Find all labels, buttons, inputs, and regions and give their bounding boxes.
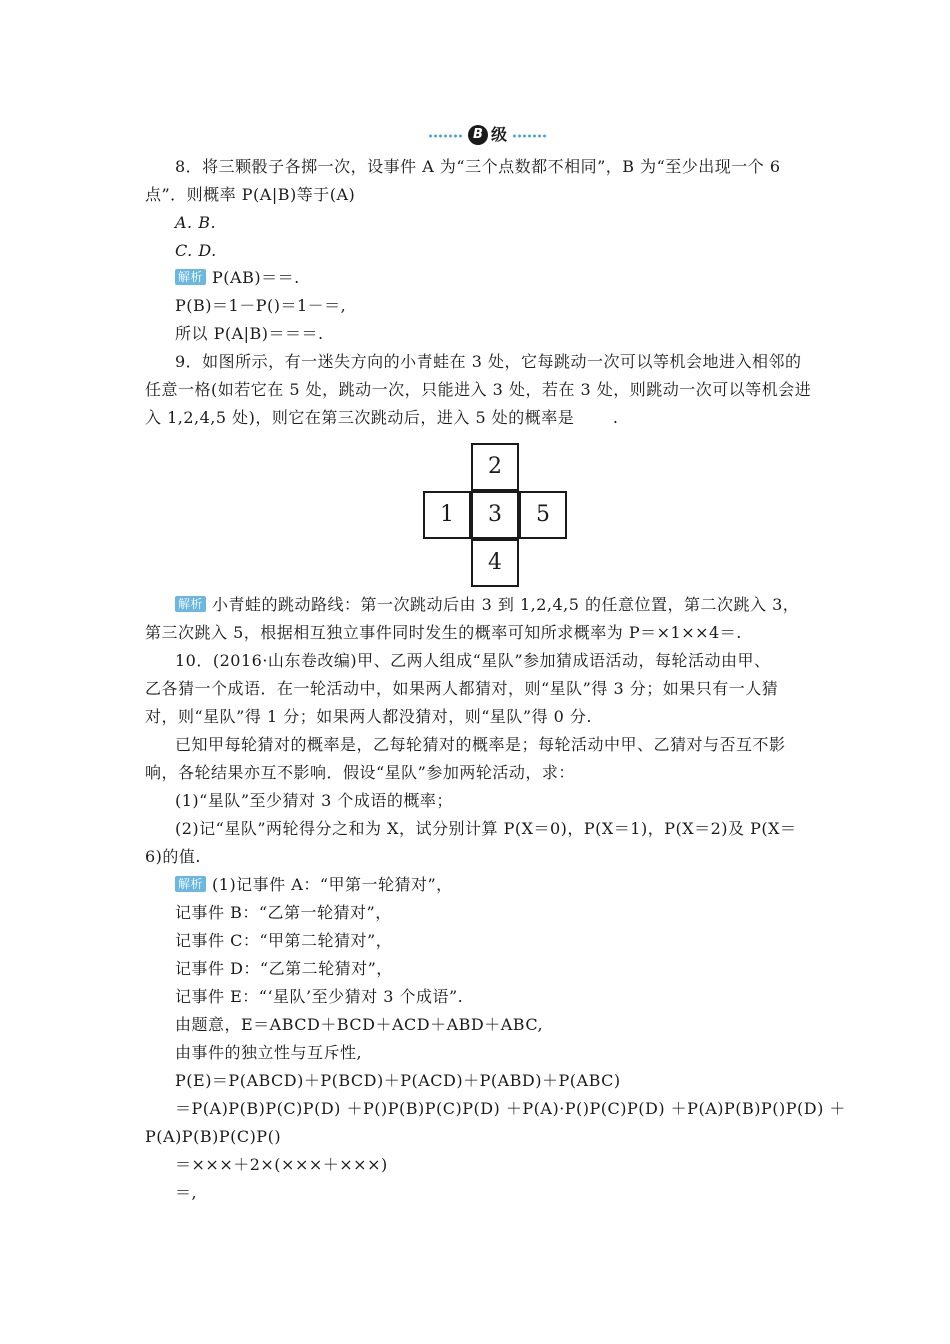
q9-solution-text-1: 小青蛙的跳动路线：第一次跳动后由 3 到 1,2,4,5 的任意位置，第二次跳入 3， xyxy=(212,595,800,614)
q9-line-1: 9．如图所示，有一迷失方向的小青蛙在 3 处，它每跳动一次可以等机会地进入相邻的 xyxy=(175,352,802,371)
q9-solution-line-1 xyxy=(175,595,799,615)
q8-solution-line-2: P(B)＝1－P()＝1－＝, xyxy=(175,296,347,315)
grid-cell-center: 3 xyxy=(471,491,519,539)
q9-solution-line-2: 第三次跳入 5，根据相互独立事件同时发生的概率可知所求概率为 P＝×1××4＝. xyxy=(145,623,742,642)
decorative-dots-left xyxy=(428,134,464,138)
q10-solution-line-2: 记事件 B：“乙第一轮猜对”， xyxy=(175,903,392,922)
q9-line-2: 任意一格(如若它在 5 处，跳动一次，只能进入 3 处，若在 3 处，则跳动一次可以等机会进 xyxy=(145,380,812,399)
q8-solution-line-3: 所以 P(A|B)＝＝＝. xyxy=(175,324,324,343)
q10-solution-text-1: (1)记事件 A：“甲第一轮猜对”， xyxy=(212,875,453,894)
q10-solution-line-9: ＝P(A)P(B)P(C)P(D) ＋P()P(B)P(C)P(D) ＋P(A)·P()P(C)P(D) ＋P(A)P(B)P()P(D) ＋ xyxy=(175,1099,846,1118)
q10-solution-line-5: 记事件 E：“‘星队’至少猜对 3 个成语”. xyxy=(175,987,464,1006)
grid-cell-right: 5 xyxy=(519,491,567,539)
q8-options-cd: C. D. xyxy=(175,241,217,260)
q10-line-7: (2)记“星队”两轮得分之和为 X，试分别计算 P(X＝0)，P(X＝1)，P(X＝2)及 P(X＝ xyxy=(175,819,797,838)
q10-solution-line-3: 记事件 C：“甲第二轮猜对”， xyxy=(175,931,393,950)
section-level-header xyxy=(420,125,550,147)
q10-solution-line-12: ＝, xyxy=(175,1183,198,1202)
q10-solution-line-4: 记事件 D：“乙第二轮猜对”， xyxy=(175,959,393,978)
q10-line-2: 乙各猜一个成语．在一轮活动中，如果两人都猜对，则“星队”得 3 分；如果只有一人猜 xyxy=(145,679,779,698)
q10-line-3: 对，则“星队”得 1 分；如果两人都没猜对，则“星队”得 0 分. xyxy=(145,707,593,726)
q10-solution-line-11: ＝×××＋2×(×××＋×××) xyxy=(175,1155,388,1174)
solution-badge: 解析 xyxy=(175,596,206,612)
q10-line-8: 6)的值. xyxy=(145,847,202,866)
q9-line-3: 入 1,2,4,5 处)，则它在第三次跳动后，进入 5 处的概率是 . xyxy=(145,408,619,427)
grid-cell-top: 2 xyxy=(471,443,519,491)
solution-badge: 解析 xyxy=(175,876,206,892)
q10-solution-line-6: 由题意，E＝ABCD＋BCD＋ACD＋ABD＋ABC, xyxy=(175,1015,544,1034)
q10-line-1: 10．(2016·山东卷改编)甲、乙两人组成“星队”参加猜成语活动，每轮活动由甲、 xyxy=(175,651,771,670)
q8-solution-line-1 xyxy=(175,268,300,288)
decorative-dots-right xyxy=(512,134,548,138)
q8-line-1: 8．将三颗骰子各掷一次，设事件 A 为“三个点数都不相同”，B 为“至少出现一个 6 xyxy=(175,157,781,176)
q10-solution-line-8: P(E)＝P(ABCD)＋P(BCD)＋P(ACD)＋P(ABD)＋P(ABC) xyxy=(175,1071,621,1090)
q10-solution-line-7: 由事件的独立性与互斥性, xyxy=(175,1043,363,1062)
q8-solution-text-1: P(AB)＝＝. xyxy=(212,268,300,287)
q10-solution-line-10: P(A)P(B)P(C)P() xyxy=(145,1127,282,1146)
solution-badge: 解析 xyxy=(175,269,206,285)
q10-line-4: 已知甲每轮猜对的概率是，乙每轮猜对的概率是；每轮活动中甲、乙猜对与否互不影 xyxy=(175,735,786,754)
level-label: 级 xyxy=(491,125,508,144)
q8-line-2: 点”．则概率 P(A|B)等于(A) xyxy=(145,185,356,204)
q8-options-ab: A. B. xyxy=(175,213,217,232)
q10-line-5: 响，各轮结果亦互不影响．假设“星队”参加两轮活动，求： xyxy=(145,763,575,782)
level-badge-icon: B xyxy=(468,125,488,145)
grid-cell-left: 1 xyxy=(423,491,471,539)
q10-line-6: (1)“星队”至少猜对 3 个成语的概率； xyxy=(175,791,453,810)
q10-solution-line-1 xyxy=(175,875,453,895)
grid-cell-bottom: 4 xyxy=(471,539,519,587)
